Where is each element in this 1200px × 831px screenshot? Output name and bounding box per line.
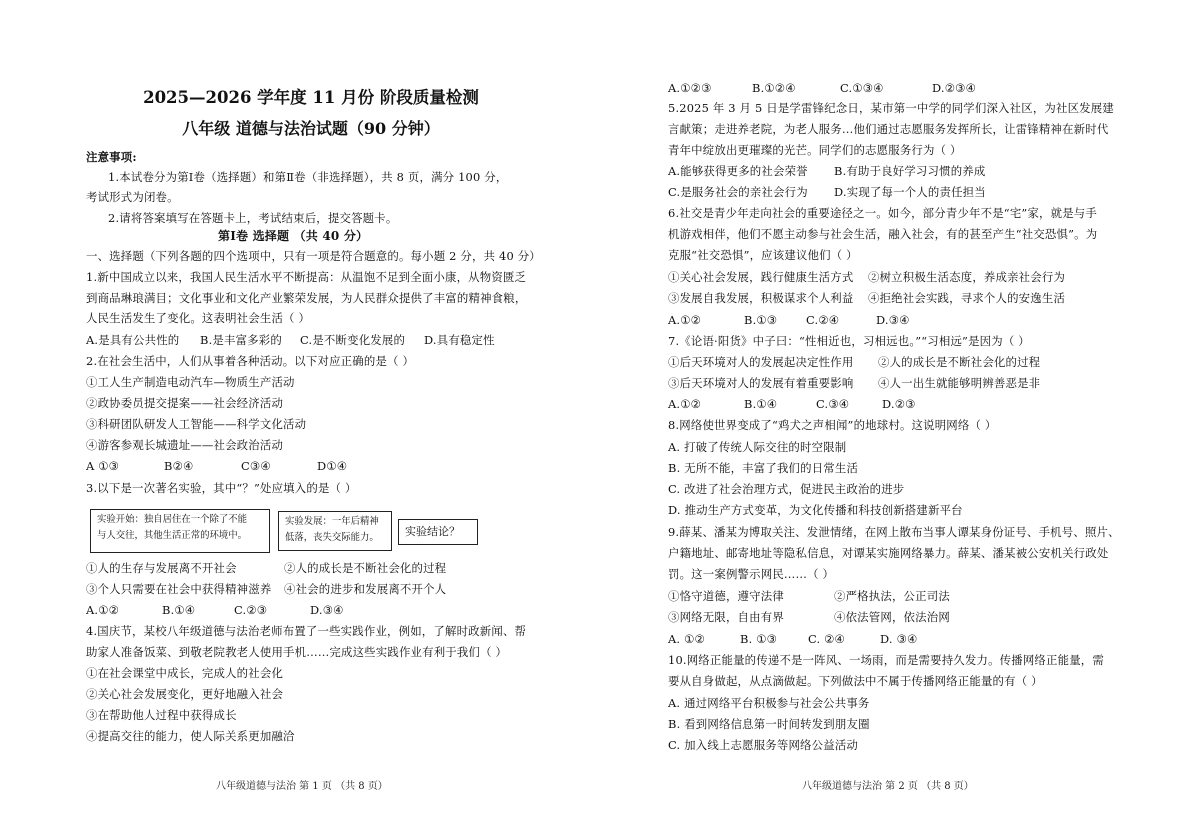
- q6-stem-line1: 6.社交是青少年走向社会的重要途径之一。如今，部分青少年不是“宅”家，就是与手: [668, 206, 1097, 220]
- q7-option-c: C.③④: [816, 397, 850, 411]
- notice-item-1: 1.本试卷分为第Ⅰ卷（选择题）和第Ⅱ卷（非选择题），共 8 页，满分 100 分，: [108, 170, 508, 184]
- q10-option-a: A. 通过网络平台积极参与社会公共事务: [668, 696, 870, 710]
- q7-item-3: ③后天环境对人的发展有着重要影响: [668, 376, 854, 390]
- q9-item-2: ②严格执法，公正司法: [834, 589, 950, 603]
- q4-item-1: ①在社会课堂中成长，完成人的社会化: [86, 666, 284, 680]
- q1-option-c: C.是不断变化发展的: [300, 333, 406, 347]
- q9-option-a: A. ①②: [668, 632, 705, 646]
- experiment-development-box: [278, 511, 392, 551]
- notice-item-2: 2.请将答案填写在答题卡上，考试结束后，提交答题卡。: [108, 211, 398, 225]
- q4-item-2: ②关心社会发展变化，更好地融入社会: [86, 687, 284, 701]
- q2-option-c: C③④: [241, 459, 271, 473]
- exam-page-2: [668, 0, 1123, 831]
- q4-item-3: ③在帮助他人过程中获得成长: [86, 708, 237, 722]
- q4-option-b: B.①②④: [752, 81, 796, 95]
- q3-item-4: ④社会的进步和发展离不开个人: [284, 582, 447, 596]
- q8-stem: 8.网络使世界变成了“鸡犬之声相闻”的地球村。这说明网络（ ）: [668, 418, 997, 432]
- q2-item-1: ①工人生产制造电动汽车—物质生产活动: [86, 375, 295, 389]
- q3-option-d: D.③④: [310, 603, 344, 617]
- q3-stem: 3.以下是一次著名实验，其中“？”处应填入的是（ ）: [86, 481, 357, 495]
- q3-option-a: A.①②: [86, 603, 120, 617]
- q9-stem-line2: 户籍地址、邮寄地址等隐私信息，对谭某实施网络暴力。薛某、潘某被公安机关行政处: [668, 546, 1109, 560]
- q9-stem-line3: 罚。这一案例警示网民……（ ）: [668, 567, 835, 581]
- q8-option-b: B. 无所不能，丰富了我们的日常生活: [668, 461, 859, 475]
- q9-item-3: ③网络无限，自由有界: [668, 610, 784, 624]
- q2-option-b: B②④: [164, 459, 194, 473]
- page-footer-1: 八年级道德与法治 第 1 页 （共 8 页）: [216, 781, 388, 792]
- experiment-conclusion-box: 实验结论？: [398, 519, 478, 545]
- q3-item-3: ③个人只需要在社会中获得精神滋养: [86, 582, 272, 596]
- q6-stem-line2: 机游戏相伴，他们不愿主动参与社会生活，融入社会，有的甚至产生“社交恐惧”。为: [668, 227, 1098, 241]
- q3-item-2: ②人的成长是不断社会化的过程: [284, 561, 447, 575]
- q6-item-1: ①关心社会发展，践行健康生活方式: [668, 270, 854, 284]
- q2-item-2: ②政协委员提交提案——社会经济活动: [86, 396, 284, 410]
- q6-item-3: ③发展自我发展，积极谋求个人利益: [668, 291, 854, 305]
- q9-stem-line1: 9.薛某、潘某为博取关注、发泄情绪，在网上散布当事人谭某身份证号、手机号、照片、: [668, 525, 1120, 539]
- experiment-dev-line2: 低落，丧失交际能力。: [285, 532, 379, 543]
- q4-item-4: ④提高交往的能力，使人际关系更加融洽: [86, 729, 295, 743]
- q6-option-c: C.②④: [806, 313, 840, 327]
- q7-option-b: B.①④: [744, 397, 778, 411]
- q2-option-a: A ①③: [86, 459, 120, 473]
- q1-stem-line2: 到商品琳琅满目；文化事业和文化产业繁荣发展，为人民群众提供了丰富的精神食粮，: [86, 291, 527, 305]
- notice-title: 注意事项:: [86, 150, 137, 164]
- q3-option-c: C.②③: [234, 603, 268, 617]
- q5-option-b: B.有助于良好学习习惯的养成: [834, 164, 986, 178]
- experiment-start-box: [90, 509, 270, 553]
- q5-option-c: C.是服务社会的亲社会行为: [668, 185, 808, 199]
- exam-page-1: [86, 0, 541, 831]
- q7-item-1: ①后天环境对人的发展起决定性作用: [668, 355, 854, 369]
- q9-item-1: ①恪守道德，遵守法律: [668, 589, 784, 603]
- q9-item-4: ④依法管网，依法治网: [834, 610, 950, 624]
- q1-option-d: D.具有稳定性: [424, 333, 495, 347]
- q1-stem-line1: 1.新中国成立以来，我国人民生活水平不断提高：从温饱不足到全面小康，从物资匮乏: [86, 270, 527, 284]
- q2-item-4: ④游客参观长城遗址——社会政治活动: [86, 438, 284, 452]
- q5-option-d: D.实现了每一个人的责任担当: [834, 185, 986, 199]
- section-title: 第Ⅰ卷 选择题 （共 40 分）: [218, 229, 369, 243]
- q10-stem-line2: 要从自身做起，从点滴做起。下列做法中不属于传播网络正能量的有（ ）: [668, 674, 1043, 688]
- q8-option-c: C. 改进了社会治理方式，促进民主政治的进步: [668, 482, 905, 496]
- q9-option-c: C. ②④: [808, 632, 845, 646]
- exam-subtitle: 八年级 道德与法治试题（90 分钟）: [182, 119, 440, 138]
- q1-option-b: B.是丰富多彩的: [200, 333, 282, 347]
- q4-stem-line1: 4.国庆节，某校八年级道德与法治老师布置了一些实践作业，例如，了解时政新闻、帮: [86, 624, 527, 638]
- q2-stem: 2.在社会生活中，人们从事着各种活动。以下对应正确的是（ ）: [86, 354, 415, 368]
- q5-option-a: A.能够获得更多的社会荣誉: [668, 164, 808, 178]
- q7-item-4: ④人一出生就能够明辨善恶是非: [878, 376, 1041, 390]
- q6-option-a: A.①②: [668, 313, 702, 327]
- q5-stem-line2: 言献策；走进养老院，为老人服务…他们通过志愿服务发挥所长，让雷锋精神在新时代: [668, 122, 1109, 136]
- q5-stem-line3: 青年中绽放出更璀璨的光芒。同学们的志愿服务行为（ ）: [668, 143, 962, 157]
- q4-option-a: A.①②③: [668, 81, 712, 95]
- q10-option-b: B. 看到网络信息第一时间转发到朋友圈: [668, 717, 870, 731]
- q2-item-3: ③科研团队研发人工智能——科学文化活动: [86, 417, 307, 431]
- q10-stem-line1: 10.网络正能量的传递不是一阵风、一场雨，而是需要持久发力。传播网络正能量，需: [668, 653, 1104, 667]
- q6-option-d: D.③④: [876, 313, 910, 327]
- q6-item-4: ④拒绝社会实践，寻求个人的安逸生活: [868, 291, 1066, 305]
- part-intro: 一、选择题（下列各题的四个选项中，只有一项是符合题意的。每小题 2 分，共 40 分）: [86, 249, 541, 263]
- q4-option-d: D.②③④: [932, 81, 976, 95]
- q7-stem: 7.《论语·阳货》中子曰：“性相近也，习相远也。”“习相远”是因为（ ）: [668, 334, 1030, 348]
- q3-option-b: B.①④: [162, 603, 196, 617]
- q8-option-a: A. 打破了传统人际交往的时空限制: [668, 440, 847, 454]
- q1-stem-line3: 人民生活发生了变化。这表明社会生活（ ）: [86, 311, 311, 325]
- experiment-start-line2: 与人交往，其他生活正常的环境中。: [97, 530, 248, 541]
- q3-item-1: ①人的生存与发展离不开社会: [86, 561, 237, 575]
- q8-option-d: D. 推动生产方式变革，为文化传播和科技创新搭建新平台: [668, 503, 963, 517]
- q2-option-d: D①④: [317, 459, 348, 473]
- q6-stem-line3: 克服“社交恐惧”，应该建议他们（ ）: [668, 248, 858, 262]
- q7-option-d: D.②③: [882, 397, 916, 411]
- q6-option-b: B.①③: [744, 313, 778, 327]
- experiment-start-line1: 实验开始：独自居住在一个除了不能: [97, 514, 248, 525]
- q9-option-b: B. ①③: [740, 632, 778, 646]
- q4-stem-line2: 助家人准备饭菜、到敬老院教老人使用手机……完成这些实践作业有利于我们（ ）: [86, 645, 508, 659]
- q5-stem-line1: 5.2025 年 3 月 5 日是学雷锋纪念日，某市第一中学的同学们深入社区，为社区发展建: [668, 101, 1114, 115]
- exam-title: 2025—2026 学年度 11 月份 阶段质量检测: [143, 88, 479, 107]
- q4-option-c: C.①③④: [840, 81, 884, 95]
- q9-option-d: D. ③④: [880, 632, 918, 646]
- notice-item-1-cont: 考试形式为闭卷。: [86, 190, 179, 204]
- q7-item-2: ②人的成长是不断社会化的过程: [878, 355, 1041, 369]
- q10-option-c: C. 加入线上志愿服务等网络公益活动: [668, 738, 859, 752]
- q7-option-a: A.①②: [668, 397, 702, 411]
- experiment-dev-line1: 实验发展：一年后精神: [285, 516, 379, 527]
- q6-item-2: ②树立积极生活态度，养成亲社会行为: [868, 270, 1066, 284]
- q1-option-a: A.是具有公共性的: [86, 333, 180, 347]
- page-footer-2: 八年级道德与法治 第 2 页 （共 8 页）: [802, 781, 974, 792]
